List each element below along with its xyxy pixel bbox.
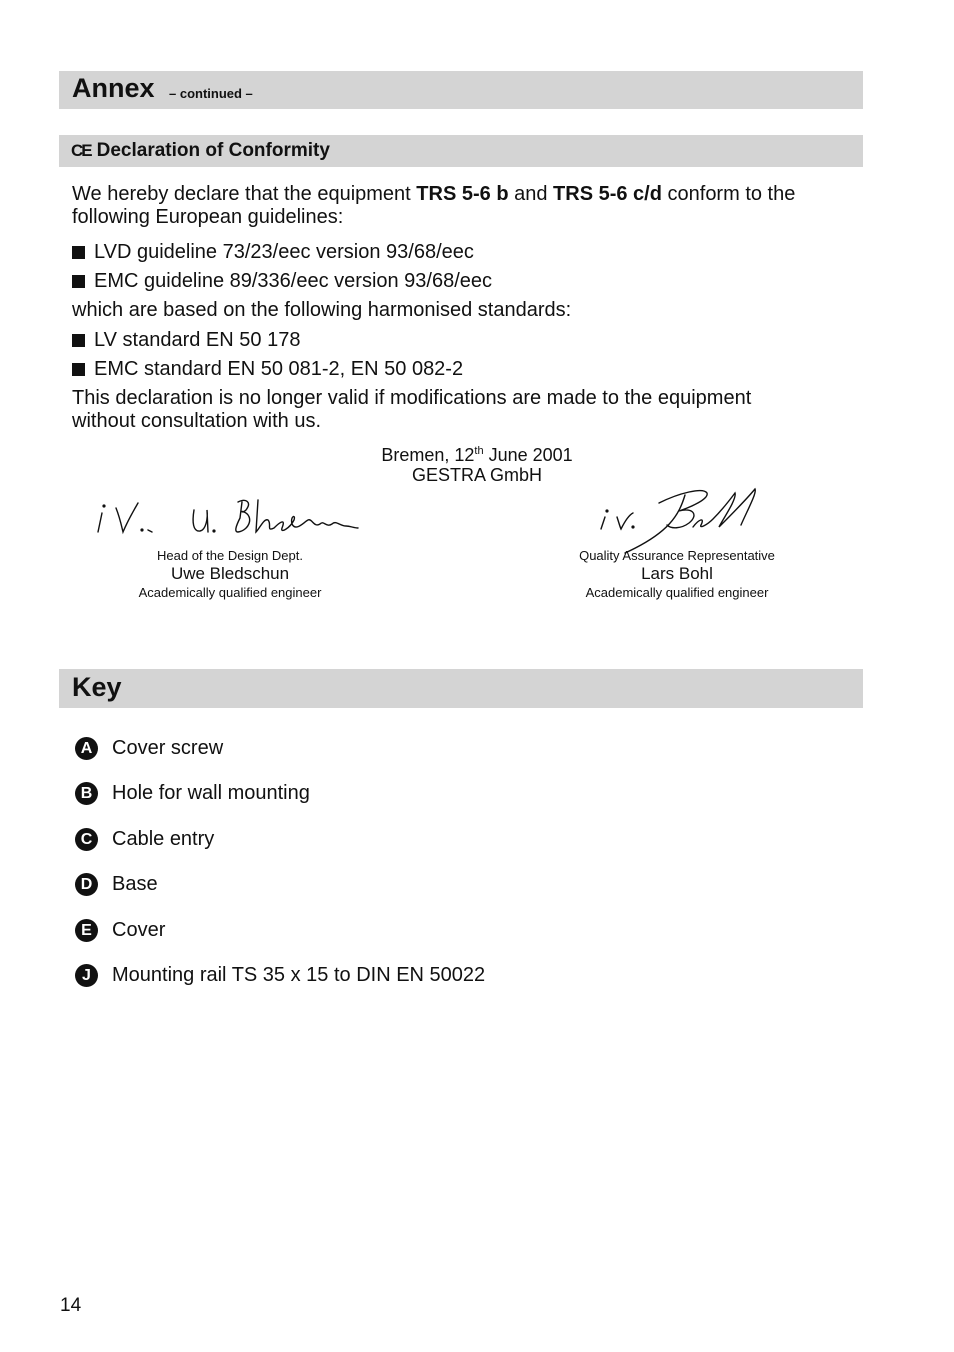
key-item	[75, 737, 223, 760]
page-number: 14	[60, 1295, 82, 1316]
signatory-name: Lars Bohl	[641, 564, 713, 583]
place-date	[357, 441, 597, 465]
validity-note: This declaration is no longer valid if modifications are made to the equipment without consultation with us.	[72, 387, 752, 432]
model-trs-5-6-cd: TRS 5-6 c/d	[553, 183, 662, 205]
key-item-label: Mounting rail TS 35 x 15 to DIN EN 50022	[112, 964, 486, 986]
guideline-emc: EMC guideline 89/336/eec version 93/68/eec	[94, 270, 493, 292]
signatory-role: Head of the Design Dept.	[157, 548, 303, 563]
key-item-label: Cable entry	[112, 828, 215, 850]
company-name: GESTRA GmbH	[411, 465, 543, 485]
standard-item	[72, 329, 300, 352]
standard-lv: LV standard EN 50 178	[94, 329, 301, 351]
guideline-lvd: LVD guideline 73/23/eec version 93/68/eec	[94, 241, 474, 263]
key-item-label: Cover	[112, 919, 166, 941]
place-date-month: June 2001	[483, 445, 573, 465]
intro-text-start: We hereby declare that the equipment	[72, 183, 417, 205]
key-item	[75, 782, 310, 805]
key-header-band	[59, 669, 863, 708]
standard-item	[72, 358, 463, 381]
ce-mark-icon: CE	[71, 141, 91, 160]
letter-a-circle-icon: A	[75, 737, 98, 760]
letter-e-circle-icon: E	[75, 919, 98, 942]
place-date-block	[357, 441, 597, 485]
square-bullet-icon	[72, 334, 85, 347]
signatory-left	[100, 548, 360, 600]
signature-bledschun-image	[90, 488, 360, 538]
key-item	[75, 873, 158, 896]
annex-continued-label: – continued –	[169, 86, 253, 101]
model-trs-5-6-b: TRS 5-6 b	[416, 183, 509, 205]
signatory-qualification: Academically qualified engineer	[138, 585, 322, 600]
signature-bohl-image	[595, 485, 775, 555]
signatory-right	[547, 548, 807, 600]
key-item-label: Cover screw	[112, 737, 224, 759]
guideline-item	[72, 270, 492, 293]
key-item	[75, 964, 485, 987]
letter-j-circle-icon: J	[75, 964, 98, 987]
letter-c-circle-icon: C	[75, 828, 98, 851]
key-title: Key	[72, 672, 122, 702]
annex-title: Annex	[72, 73, 155, 103]
declaration-header-band	[59, 135, 863, 167]
square-bullet-icon	[72, 246, 85, 259]
place-date-text: Bremen, 12	[381, 445, 475, 465]
square-bullet-icon	[72, 275, 85, 288]
declaration-heading: Declaration of Conformity	[96, 140, 330, 161]
harmonised-intro: which are based on the following harmonised standards:	[72, 299, 572, 321]
letter-d-circle-icon: D	[75, 873, 98, 896]
key-item	[75, 919, 165, 942]
signatory-qualification: Academically qualified engineer	[585, 585, 769, 600]
key-item-label: Hole for wall mounting	[112, 782, 310, 804]
intro-text-mid: and	[508, 183, 554, 205]
annex-header-band	[59, 71, 863, 109]
intro-text-end: conform to the following European guidelines:	[72, 183, 796, 228]
square-bullet-icon	[72, 363, 85, 376]
letter-b-circle-icon: B	[75, 782, 98, 805]
key-item	[75, 828, 214, 851]
declaration-intro	[72, 183, 842, 229]
signatory-role: Quality Assurance Representative	[579, 548, 775, 563]
signatory-name: Uwe Bledschun	[170, 564, 290, 583]
standard-emc: EMC standard EN 50 081-2, EN 50 082-2	[94, 358, 464, 380]
date-ordinal-suffix: th	[474, 445, 484, 457]
key-item-label: Base	[112, 873, 158, 895]
guideline-item	[72, 241, 474, 264]
